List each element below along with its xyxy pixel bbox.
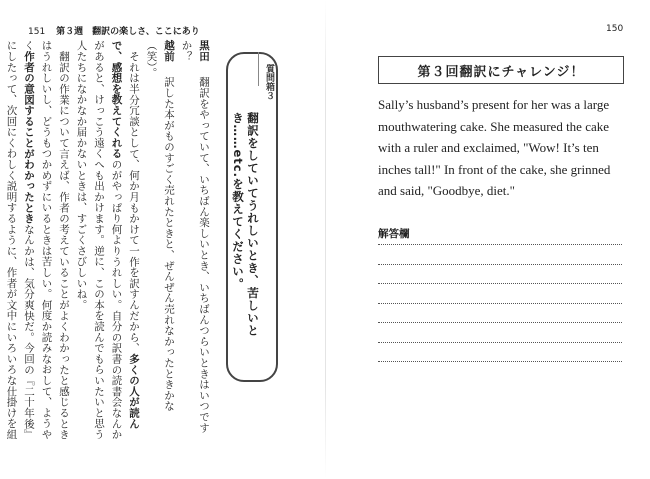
answer-line[interactable] (378, 283, 622, 284)
answer-line[interactable] (378, 342, 622, 343)
english-passage: Sally’s husband’s present for her was a large mouthwatering cake. She measured the cake with a ruler and exclaimed, "Wow! It’s ten inches tall!" In front of the cake, she grinned and said, "Goodbye, diet." (378, 97, 611, 198)
left-page-header (28, 24, 200, 37)
answer-emphasis-1: 多くの人が読んで、感想を教えてくれる (110, 40, 140, 429)
page-gutter (325, 0, 326, 479)
answer-paragraph-2 (72, 40, 142, 440)
answer-text-3b: なんかは、気分爽快だ。今回の『二十年後』にしたって、次回にくわしく説明するように、作者が文中にいろいろな仕掛けを組 (5, 40, 35, 440)
answer-paragraph-1 (142, 40, 177, 440)
challenge-title-box: 第３回翻訳にチャレンジ！ (378, 56, 624, 84)
speaker-echizen: 越前 (163, 40, 175, 62)
answer-line[interactable] (378, 361, 622, 362)
answer-text-3a: 翻訳の作業について言えば、作者の考えていることがよくわかったと感じるときはうれしいし、どうもつかめずにいるときは苦しい。何度か読みなおして、ようやく (23, 40, 70, 440)
answer-text-2b: のがやっぱり何よりうれしい。自分の訳書の読書会なんかがあると、けっこう遠くへも出かけます。逆に、この本を読んでもらいたいと思う人たちになかなか届かないときは、すごくさびしいね。 (75, 40, 123, 440)
interview-text (5, 40, 212, 440)
answer-line[interactable] (378, 244, 622, 245)
answer-line[interactable] (378, 303, 622, 304)
question-box-label: 質問箱３ (264, 64, 274, 100)
chapter-title: 第３週 翻訳の楽しさ、ここにあり (56, 27, 200, 37)
right-page-number: 150 (606, 24, 624, 34)
answer-line[interactable] (378, 322, 622, 323)
answer-text-2a: それは半分冗談として、何か月もかけて一作を訳すんだから、 (128, 50, 140, 354)
answer-text-1: 訳した本がものすごく売れたときと、ぜんぜん売れなかったときかな（笑）。 (145, 40, 175, 412)
answer-paragraph-3 (0, 40, 72, 440)
answer-line[interactable] (378, 264, 622, 265)
question-paragraph (177, 40, 212, 440)
question-text: 翻訳をやっていて、いちばん楽しいとき、いちばんつらいときはいつですか？ (180, 40, 210, 433)
answer-lines[interactable] (378, 244, 622, 381)
question-box (226, 52, 278, 382)
answer-field-label: 解答欄 (378, 228, 410, 240)
question-box-text: 翻訳をしていてうれしいとき、苦しいとき……etc.を教えてください。 (231, 112, 260, 337)
left-page-number: 151 (28, 27, 46, 37)
answer-emphasis-2: 作者の意図することがわかったとき (23, 50, 35, 224)
speaker-kuroda: 黒田 (198, 40, 210, 62)
